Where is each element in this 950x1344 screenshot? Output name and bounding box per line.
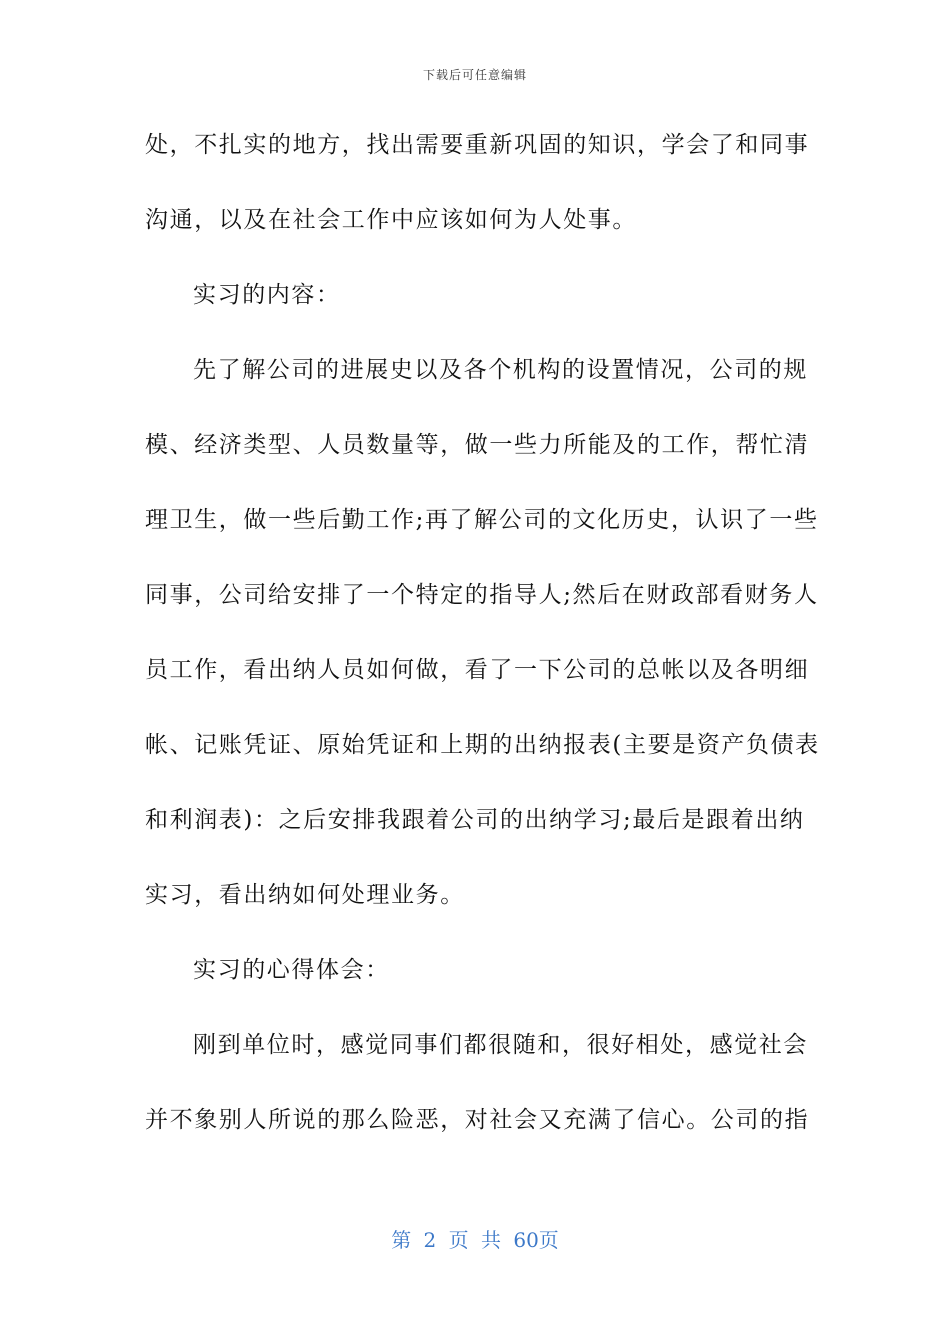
page-header: 下载后可任意编辑 bbox=[422, 68, 527, 82]
text-line: 理卫生，做一些后勤工作;再了解公司的文化历史，认识了一些 bbox=[145, 507, 819, 533]
text-line: 员工作，看出纳人员如何做，看了一下公司的总帐以及各明细 bbox=[145, 657, 810, 683]
text-line: 模、经济类型、人员数量等，做一些力所能及的工作，帮忙清 bbox=[145, 432, 810, 458]
text-line: 沟通，以及在社会工作中应该如何为人处事。 bbox=[145, 207, 637, 233]
page-number-footer: 第 2 页 共 60页 bbox=[391, 1228, 559, 1252]
section-heading-content: 实习的内容： bbox=[193, 282, 341, 308]
text-line: 同事，公司给安排了一个特定的指导人;然后在财政部看财务人 bbox=[145, 582, 819, 608]
text-line: 先了解公司的进展史以及各个机构的设置情况，公司的规 bbox=[193, 357, 808, 383]
text-line: 处，不扎实的地方，找出需要重新巩固的知识，学会了和同事 bbox=[145, 132, 810, 158]
text-line: 实习，看出纳如何处理业务。 bbox=[145, 882, 465, 908]
text-line: 和利润表)：之后安排我跟着公司的出纳学习;最后是跟着出纳 bbox=[145, 807, 805, 833]
text-line: 刚到单位时，感觉同事们都很随和，很好相处，感觉社会 bbox=[193, 1032, 808, 1058]
text-line: 帐、记账凭证、原始凭证和上期的出纳报表(主要是资产负债表 bbox=[145, 732, 820, 758]
body-text bbox=[145, 120, 820, 1170]
text-line: 并不象别人所说的那么险恶，对社会又充满了信心。公司的指 bbox=[145, 1107, 810, 1133]
section-heading-experience: 实习的心得体会： bbox=[193, 957, 390, 983]
